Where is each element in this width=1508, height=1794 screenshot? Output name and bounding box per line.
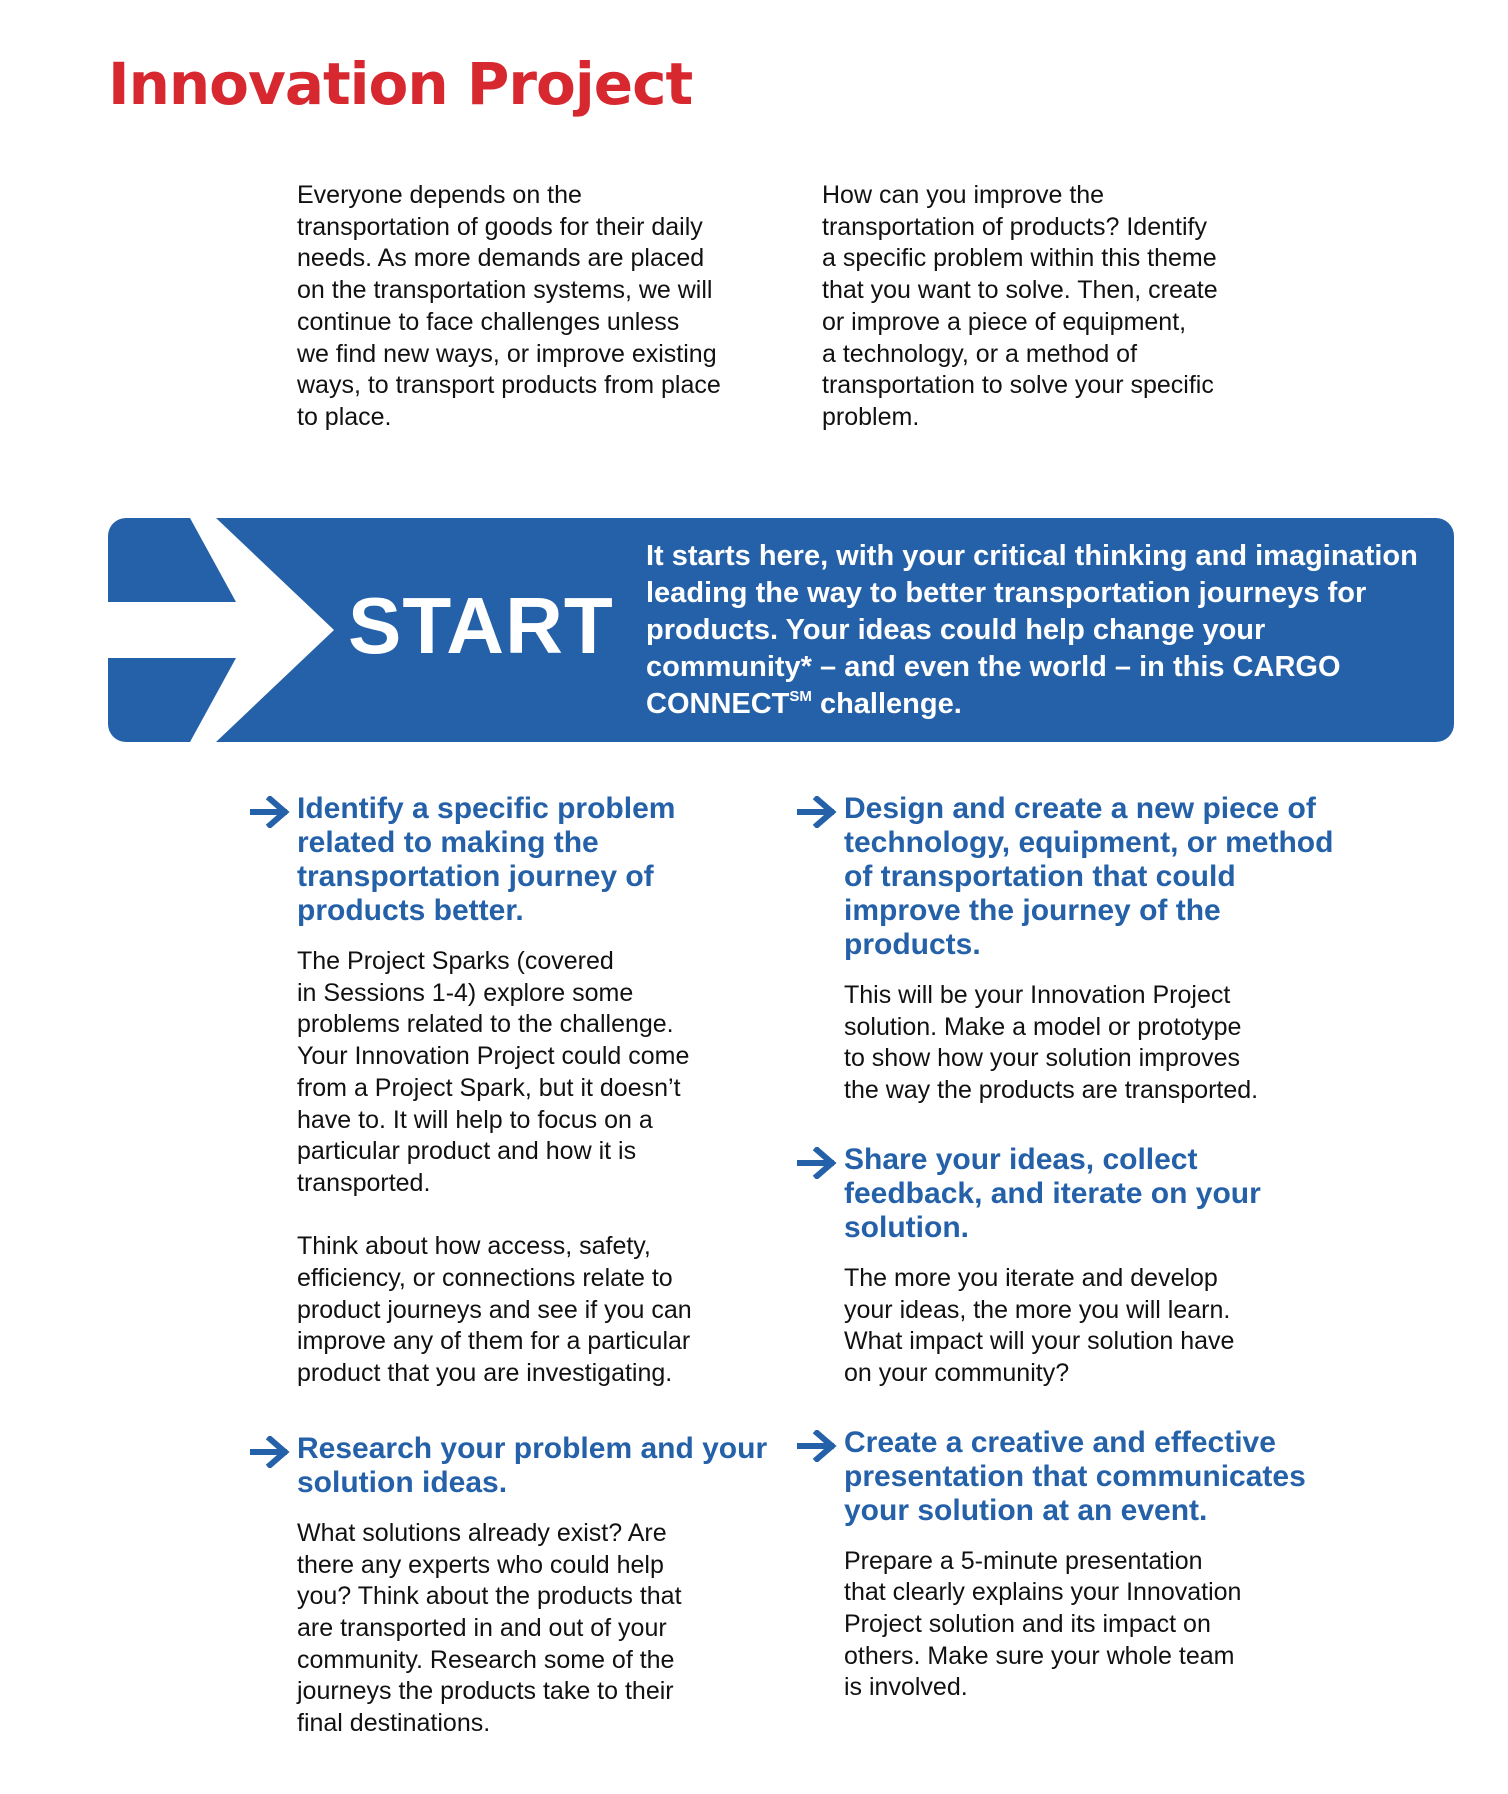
step-heading: Create a creative and effective presentation that communicates your solution at an event. xyxy=(844,1425,1306,1527)
intro-paragraph-right: How can you improve the transportation of products? Identify a specific problem within this theme that you want to solve. Then, create or improve a piece of equipment, a technology, or a method of transportation to solve your specific problem. xyxy=(822,181,1218,431)
step-share-iterate xyxy=(797,1143,1337,1390)
step-body: What solutions already exist? Are there any experts who could help you? Think about the products that are transported in and out of your community. Research some of the journeys the products take to their final destinations. xyxy=(297,1518,682,1738)
steps-column-right xyxy=(797,792,1337,1704)
intro-paragraph-left: Everyone depends on the transportation of goods for their daily needs. As more demands are placed on the transportation systems, we will continue to face challenges unless we find new ways, or improve existing ways, to transport products from place to place. xyxy=(297,181,721,431)
step-research xyxy=(250,1432,770,1740)
step-heading: Share your ideas, collect feedback, and iterate on your solution. xyxy=(844,1142,1261,1244)
step-design-create xyxy=(797,792,1337,1107)
arrow-right-icon xyxy=(797,1147,837,1179)
banner-text xyxy=(646,538,1436,723)
service-mark: SM xyxy=(789,688,812,705)
step-presentation xyxy=(797,1426,1337,1705)
step-body: The Project Sparks (covered in Sessions 1-4) explore some problems related to the challenge. Your Innovation Project could come from a Project Spark, but it doesn’t have to. It will help to focus on a particular product and how it is transported. xyxy=(297,947,690,1197)
banner-text-end: challenge. xyxy=(811,688,962,720)
step-body-continued: Think about how access, safety, efficiency, or connections relate to product journeys and see if you can improve any of them for a particular product that you are investigating. xyxy=(297,1232,692,1388)
step-body: Prepare a 5-minute presentation that clearly explains your Innovation Project solution and its impact on others. Make sure your whole team is involved. xyxy=(844,1546,1242,1702)
start-label: START xyxy=(348,581,614,670)
steps-column-left xyxy=(250,792,770,1740)
step-heading: Research your problem and your solution ideas. xyxy=(297,1431,768,1499)
page-title: Innovation Project xyxy=(108,50,693,118)
step-heading: Identify a specific problem related to making the transportation journey of products better. xyxy=(297,792,676,927)
arrow-right-icon xyxy=(250,1436,290,1468)
arrow-right-icon xyxy=(797,1430,837,1462)
step-body: This will be your Innovation Project solution. Make a model or prototype to show how your solution improves the way the products are transported. xyxy=(844,981,1259,1105)
arrow-right-icon xyxy=(250,796,290,828)
step-identify-problem xyxy=(250,792,770,1390)
step-body: The more you iterate and develop your ideas, the more you will learn. What impact will your solution have on your community? xyxy=(844,1263,1235,1387)
start-banner xyxy=(108,518,1454,742)
arrow-right-icon xyxy=(797,796,837,828)
step-heading: Design and create a new piece of technology, equipment, or method of transportation that could improve the journey of the products. xyxy=(844,792,1334,961)
large-arrow-icon xyxy=(108,518,348,742)
banner-text-main: It starts here, with your critical thinking and imagination leading the way to better transportation journeys for products. Your ideas could help change your community* – and even the world – in this CARGO CONNECT xyxy=(646,540,1418,720)
